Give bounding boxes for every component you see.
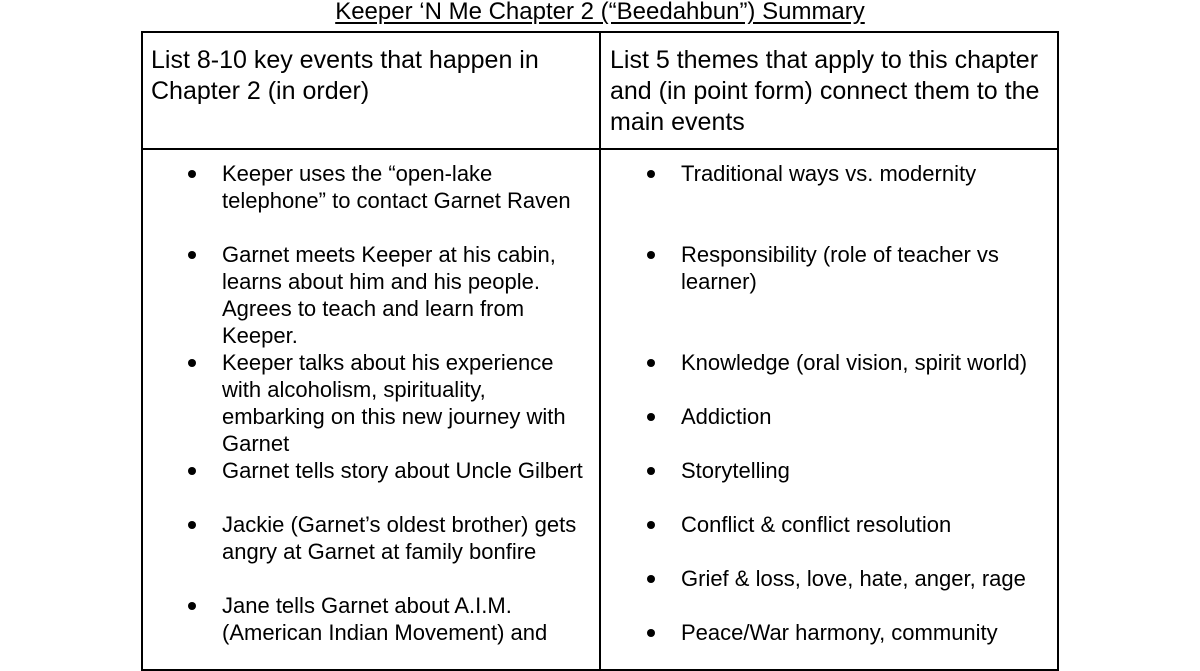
theme-item: Conflict & conflict resolution — [681, 512, 952, 537]
event-item: Keeper uses the “open-lake telephone” to contact Garnet Raven — [222, 161, 571, 213]
theme-item: Grief & loss, love, hate, anger, rage — [681, 566, 1026, 591]
column-divider — [599, 31, 601, 671]
event-item: Keeper talks about his experience with alcoholism, spirituality, embarking on this new journey with Garnet — [222, 350, 566, 456]
document-title: Keeper ‘N Me Chapter 2 (“Beedahbun”) Summary — [335, 0, 865, 25]
bullet-icon — [647, 629, 655, 637]
theme-item: Addiction — [681, 404, 772, 429]
event-item: Jane tells Garnet about A.I.M. (American Indian Movement) and — [222, 593, 548, 645]
event-item: Garnet tells story about Uncle Gilbert — [222, 458, 583, 483]
bullet-icon — [647, 467, 655, 475]
themes-column-header: List 5 themes that apply to this chapter and (in point form) connect them to the main events — [610, 46, 1040, 136]
events-column-header: List 8-10 key events that happen in Chapter 2 (in order) — [151, 46, 539, 105]
bullet-icon — [647, 251, 655, 259]
theme-item: Traditional ways vs. modernity — [681, 161, 977, 186]
event-item: Garnet meets Keeper at his cabin, learns about him and his people. Agrees to teach and learn from Keeper. — [222, 242, 556, 348]
bullet-icon — [188, 521, 196, 529]
header-divider — [141, 148, 1059, 150]
bullet-icon — [188, 359, 196, 367]
theme-item: Storytelling — [681, 458, 790, 483]
theme-item: Peace/War harmony, community — [681, 620, 998, 645]
bullet-icon — [188, 251, 196, 259]
bullet-icon — [647, 359, 655, 367]
bullet-icon — [647, 521, 655, 529]
theme-item: Knowledge (oral vision, spirit world) — [681, 350, 1028, 375]
theme-item: Responsibility (role of teacher vs learner) — [681, 242, 999, 294]
bullet-icon — [647, 170, 655, 178]
bullet-icon — [647, 413, 655, 421]
event-item: Jackie (Garnet’s oldest brother) gets angry at Garnet at family bonfire — [222, 512, 577, 564]
bullet-icon — [647, 575, 655, 583]
bullet-icon — [188, 467, 196, 475]
bullet-icon — [188, 170, 196, 178]
bullet-icon — [188, 602, 196, 610]
